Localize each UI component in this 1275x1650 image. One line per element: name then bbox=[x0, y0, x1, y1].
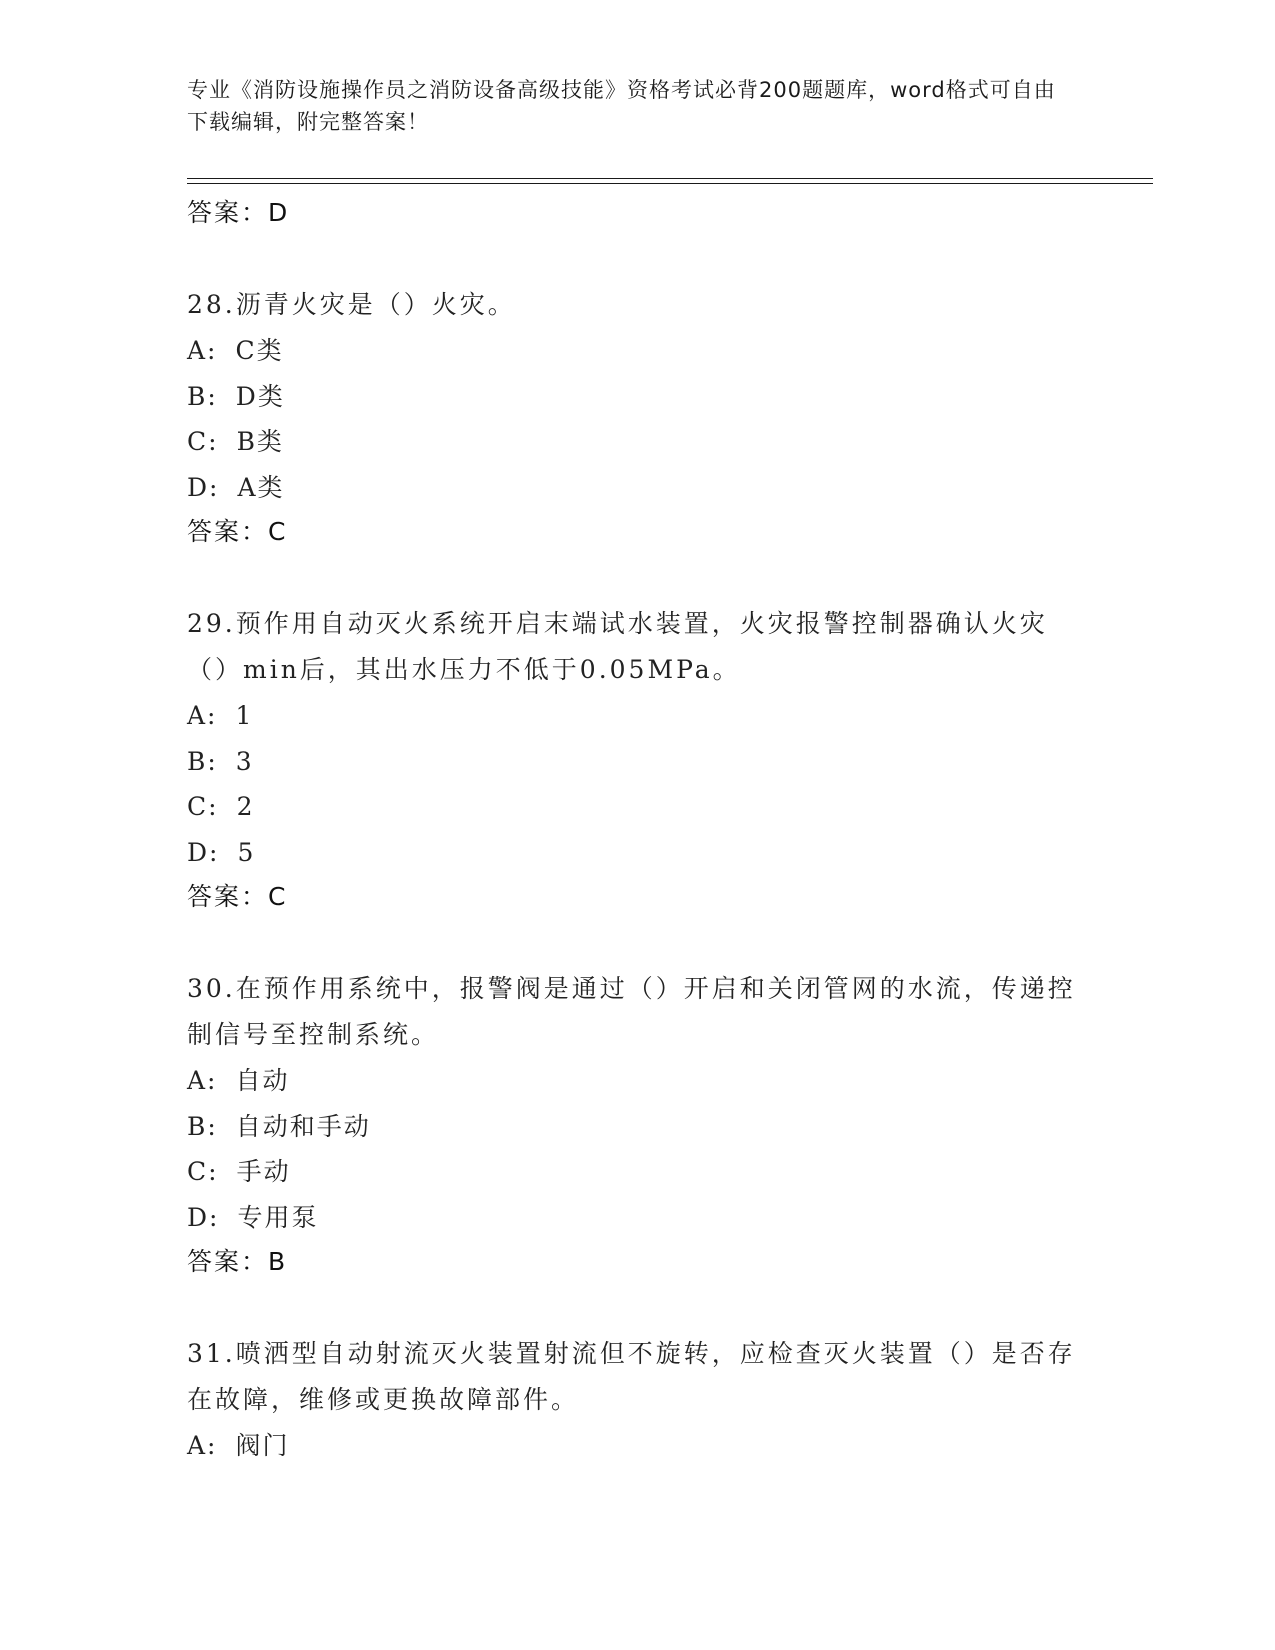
question-block bbox=[187, 1331, 1087, 1469]
question-answer: 答案：B bbox=[187, 1247, 288, 1276]
option-a: A: 自动 bbox=[187, 1066, 290, 1095]
header-rule-bottom bbox=[187, 183, 1153, 184]
question-stem: 29.预作用自动灭火系统开启末端试水装置，火灾报警控制器确认火灾（）min后，其出水压力不低于0.05MPa。 bbox=[187, 609, 1048, 684]
question-stem: 30.在预作用系统中，报警阀是通过（）开启和关闭管网的水流，传递控制信号至控制系统。 bbox=[187, 974, 1076, 1049]
question-answer: 答案：C bbox=[187, 517, 288, 546]
option-d: D: 专用泵 bbox=[187, 1202, 319, 1232]
option-a: A: 阀门 bbox=[187, 1431, 290, 1460]
option-c: C: 2 bbox=[187, 792, 255, 821]
question-answer: 答案：C bbox=[187, 882, 288, 911]
option-d: D: A类 bbox=[187, 472, 285, 502]
previous-answer: 答案：D bbox=[187, 198, 290, 227]
question-block bbox=[187, 966, 1087, 1284]
option-b: B: D类 bbox=[187, 381, 285, 411]
question-stem: 31.喷洒型自动射流灭火装置射流但不旋转，应检查灭火装置（）是否存在故障，维修或更换故障部件。 bbox=[187, 1339, 1076, 1414]
option-d: D: 5 bbox=[187, 837, 256, 867]
question-block bbox=[187, 601, 1087, 919]
option-a: A: 1 bbox=[187, 701, 254, 730]
question-list bbox=[187, 191, 1087, 1469]
option-c: C: B类 bbox=[187, 427, 284, 456]
document-intro: 专业《消防设施操作员之消防设备高级技能》资格考试必背200题题库，word格式可自由下载编辑，附完整答案！ bbox=[187, 78, 1056, 134]
header-rule-top bbox=[187, 178, 1153, 179]
option-a: A: C类 bbox=[187, 336, 284, 365]
question-stem: 28.沥青火灾是（）火灾。 bbox=[187, 290, 516, 319]
option-b: B: 3 bbox=[187, 746, 254, 776]
option-b: B: 自动和手动 bbox=[187, 1111, 371, 1141]
option-c: C: 手动 bbox=[187, 1157, 291, 1186]
question-block bbox=[187, 282, 1087, 554]
